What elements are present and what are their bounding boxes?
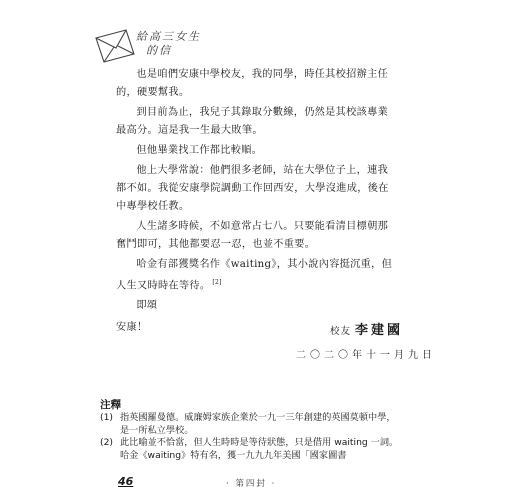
header-title: 給高三女生: [136, 30, 201, 43]
page-caption: · 第四封 ·: [226, 479, 277, 489]
body-paragraph-6-text: 哈金有部獲獎名作《waiting》，其小說內容挺沉重，但人生又時時在等待。: [116, 259, 393, 292]
salutation: 安康！: [116, 322, 148, 334]
letter-body: [116, 66, 394, 337]
footnote-reference: [2]: [212, 279, 222, 286]
note-number: (2): [100, 437, 114, 448]
body-paragraph-4: 他上大學常說：他們很多老師，站在大學位子上，連我都不如。我從安康學院調動工作回西安，大學沒進成，後在中專學校任教。: [116, 165, 389, 212]
note-text: 此比喻並不恰當，但人生時時是等待狀態，只是借用 waiting 一詞。哈金《waiting》特有名，獲一九九九年美國「國家圖書: [120, 437, 399, 461]
signature-prefix: 校友: [330, 326, 352, 337]
letter-date: 二〇二〇年十一月九日: [296, 350, 436, 361]
closing-phrase: 即頌: [136, 300, 158, 312]
note-text: 指英國羅曼德。威廉姆家族企業於一九一三年創建的英國莫頓中學，是一所私立學校。: [120, 412, 396, 436]
body-paragraph-2: 到目前為止，我兒子其錄取分數線，仍然是其校該專業最高分。這是我一生最大敗筆。: [116, 107, 389, 136]
body-paragraph-1: 也是咱們安康中學校友，我的同學，時任其校招辦主任的，硬要幫我。: [116, 69, 389, 98]
signature-name: 李建國: [355, 323, 404, 338]
page-number: 46: [118, 475, 134, 488]
note-item: [100, 437, 400, 462]
body-paragraph-5: 人生諸多時候，不如意常占七八。只要能看清目標朝那奮鬥即可，其他都要忍一忍，也並不重要。: [116, 221, 389, 250]
notes-title: 注釋: [100, 399, 121, 411]
body-paragraph-3: 但他畢業找工作都比較順。: [136, 145, 263, 156]
notes-list: [100, 412, 400, 462]
envelope-icon: [92, 26, 138, 66]
note-item: [100, 412, 400, 437]
letter-header: [92, 26, 212, 68]
note-number: (1): [100, 412, 114, 423]
header-subtitle: 的信: [146, 44, 172, 57]
signature: [330, 319, 403, 338]
body-paragraph-6: [116, 256, 394, 295]
